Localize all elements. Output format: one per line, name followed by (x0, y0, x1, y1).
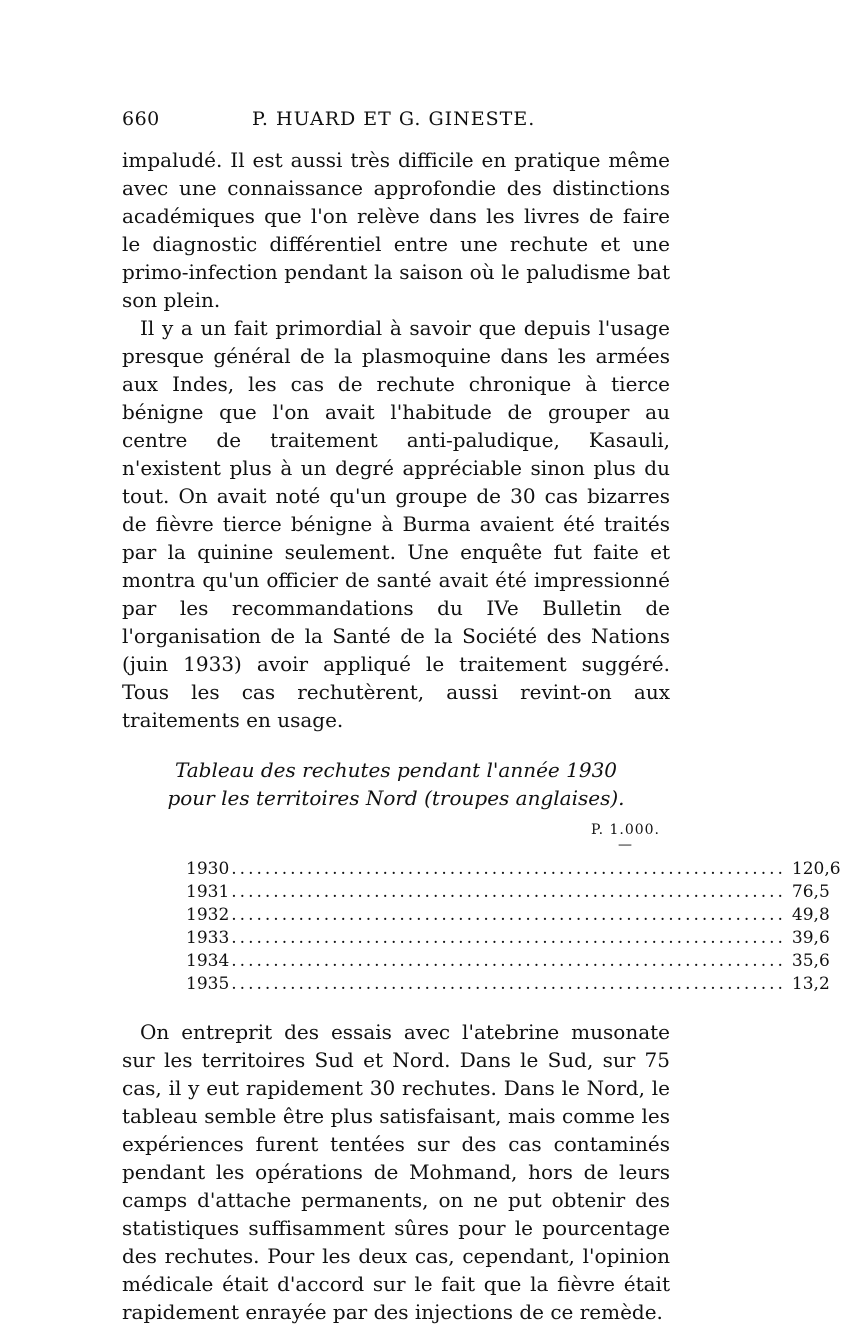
table-row-year: 1932 (186, 905, 230, 925)
table-caption (122, 756, 670, 812)
relapse-table (186, 858, 841, 996)
table-row-value: 49,8 (791, 905, 830, 925)
dot-leader: .................................................................. (231, 928, 786, 948)
page-number: 660 (122, 108, 160, 130)
table-row-value: 76,5 (791, 882, 830, 902)
table-row (186, 927, 830, 950)
table-row-year: 1933 (186, 928, 230, 948)
table-unit-label: P. 1.000. (590, 822, 660, 838)
table-row-value: 13,2 (791, 974, 830, 994)
table-unit-dash: — (618, 837, 632, 853)
table-row-year: 1935 (186, 974, 230, 994)
paragraph-3: On entreprit des essais avec l'atebrine musonate sur les territoires Sud et Nord. Dans le Sud, sur 75 cas, il y eut rapidement 30 rechutes. Dans le Nord, le tableau semble être plus satisfaisant, mais comme les expériences furent tentées sur des cas contaminés pendant les opérations de Mohmand, hors de leurs camps d'attache permanents, on ne put obtenir des statistiques suffisamment sûres pour le pourcentage des rechutes. Pour les deux cas, cependant, l'opinion médicale était d'accord sur le fait que la fièvre était rapidement enrayée par des injections de ce remède. (122, 1020, 670, 1324)
table-row (186, 973, 830, 996)
table-row (186, 950, 830, 973)
table-row-value: 35,6 (791, 951, 830, 971)
table-caption-line-2: pour les territoires Nord (troupes anglaises). (167, 786, 625, 810)
dot-leader: .................................................................. (231, 974, 786, 994)
table-caption-line-1: Tableau des rechutes pendant l'année 1930 (174, 758, 618, 782)
table-row (186, 881, 830, 904)
paragraph-1: impaludé. Il est aussi très difficile en pratique même avec une connaissance approfondie des distinctions académiques que l'on relève dans les livres de faire le diagnostic différentiel entre une rechute et une primo-infection pendant la saison où le paludisme bat son plein. (122, 148, 670, 312)
book-page (122, 108, 841, 1326)
dot-leader: .................................................................. (231, 951, 786, 971)
running-head (122, 108, 670, 146)
table-row-year: 1934 (186, 951, 230, 971)
dot-leader: .................................................................. (231, 859, 786, 879)
table-row (186, 858, 841, 881)
table-row-year: 1931 (186, 882, 230, 902)
table-row (186, 904, 830, 927)
table-row-value: 120,6 (791, 859, 841, 879)
dot-leader: .................................................................. (231, 905, 786, 925)
running-title: P. HUARD ET G. GINESTE. (252, 108, 536, 130)
table-row-value: 39,6 (791, 928, 830, 948)
paragraph-2: Il y a un fait primordial à savoir que depuis l'usage presque général de la plasmoquine dans les armées aux Indes, les cas de rechute chronique à tierce bénigne que l'on avait l'habitude de grouper au centre de traitement anti-paludique, Kasauli, n'existent plus à un degré appréciable sinon plus du tout. On avait noté qu'un groupe de 30 cas bizarres de fièvre tierce bénigne à Burma avaient été traités par la quinine seulement. Une enquête fut faite et montra qu'un officier de santé avait été impressionné par les recommandations du IVe Bulletin de l'organisation de la Santé de la Société des Nations (juin 1933) avoir appliqué le traitement suggéré. Tous les cas rechutèrent, aussi revint-on aux traitements en usage. (122, 316, 670, 732)
dot-leader: .................................................................. (231, 882, 786, 902)
table-row-year: 1930 (186, 859, 230, 879)
